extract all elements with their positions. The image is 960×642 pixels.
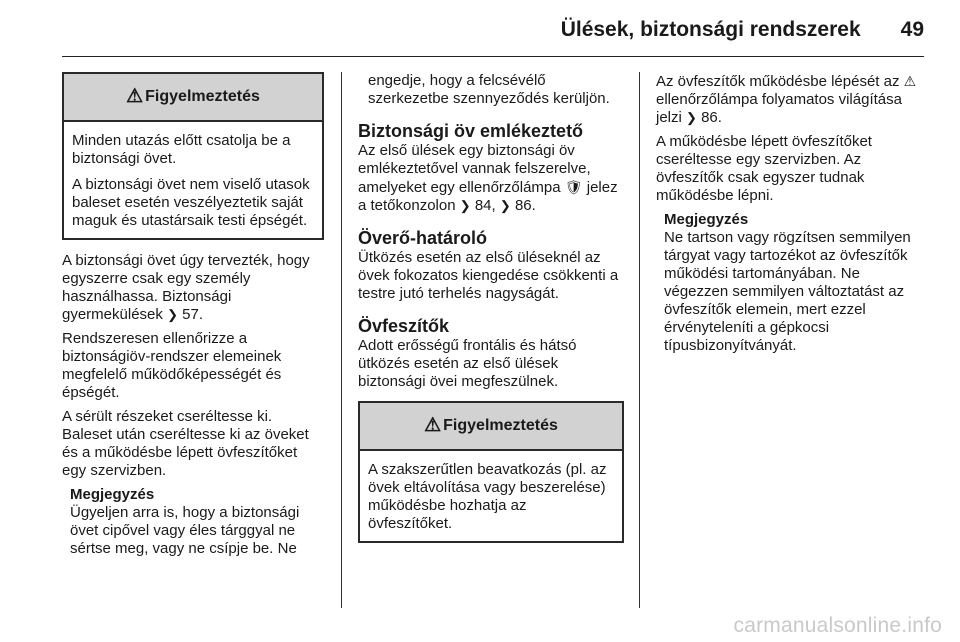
page-title: Ülések, biztonsági rendszerek bbox=[560, 18, 861, 41]
paragraph-pretensioners: Adott erősségű frontális és hátsó ütközés esetén az első ülések biztonsági övei megfeszülnek. bbox=[358, 337, 577, 390]
warning-title: Figyelmeztetés bbox=[145, 88, 260, 105]
paragraph-pretensioner-replacement: A működésbe lépett övfeszítőket cseréltesse egy szervizben. Az övfeszítők csak egyszer tudnak működésbe lépni. bbox=[656, 133, 872, 204]
page-header bbox=[561, 18, 924, 42]
page-reference[interactable]: 86. bbox=[701, 109, 722, 126]
warning-title: Figyelmeztetés bbox=[443, 417, 558, 434]
header-divider bbox=[62, 56, 924, 57]
column-2 bbox=[358, 72, 624, 543]
warning-box bbox=[358, 401, 624, 543]
paragraph-belt-design: A biztonsági övet úgy tervezték, hogy egyszerre csak egy személy használhassa. Biztonsági gyermekülések ❯ 57. bbox=[62, 252, 310, 323]
page-reference-icon: ❯ bbox=[499, 198, 511, 213]
page-reference[interactable]: 84, bbox=[474, 197, 496, 214]
note-text: Ne tartson vagy rögzítsen semmilyen tárgyat vagy tartozékot az övfeszítők működési tartományában. Ne végezzen semmilyen változtatást az övfeszítők elemein, mert ezzel érvényteleníti a gépkocsi típusbizonyítványát. bbox=[664, 229, 911, 354]
warning-triangle-icon: ⚠ bbox=[424, 415, 442, 436]
warning-header bbox=[360, 403, 622, 451]
paragraph-pretensioner-activation: Az övfeszítők működésbe lépését az ⚠ ellenőrzőlámpa folyamatos világítása jelzi ❯ 86. bbox=[656, 73, 917, 126]
warning-text-1: Minden utazás előtt csatolja be a biztonsági övet. bbox=[72, 132, 291, 167]
airbag-warning-icon: ⚠ bbox=[903, 73, 917, 89]
page-reference-icon: ❯ bbox=[459, 198, 471, 213]
note-box bbox=[62, 486, 324, 558]
column-divider-1 bbox=[341, 72, 342, 608]
heading-pretensioners: Övfeszítők bbox=[358, 316, 450, 336]
note-box bbox=[656, 211, 924, 355]
note-continuation: engedje, hogy a felcsévélő szerkezetbe szennyeződés kerüljön. bbox=[368, 72, 610, 107]
watermark: carmanualsonline.info bbox=[733, 614, 942, 637]
warning-header bbox=[64, 74, 322, 122]
page-number: 49 bbox=[900, 18, 924, 41]
page-reference[interactable]: 57. bbox=[182, 306, 203, 323]
seatbelt-warning-icon: 🛡 bbox=[564, 179, 583, 195]
column-1 bbox=[62, 72, 324, 558]
heading-seatbelt-reminder: Biztonsági öv emlékeztető bbox=[358, 121, 584, 141]
note-text: Ügyeljen arra is, hogy a biztonsági övet cipővel vagy éles tárggyal ne sértse meg, vagy ne csípje be. Ne bbox=[70, 504, 300, 557]
warning-body bbox=[64, 122, 322, 238]
heading-force-limiter: Överő-határoló bbox=[358, 228, 488, 248]
paragraph-seatbelt-reminder: Az első ülések egy biztonsági öv emlékeztetővel vannak felszerelve, amelyeket egy ellenőrzőlámpa 🛡 jelez a tetőkonzolon ❯ 84, ❯ 86. bbox=[358, 142, 618, 214]
warning-triangle-icon: ⚠ bbox=[126, 86, 144, 107]
page-reference-icon: ❯ bbox=[686, 110, 697, 125]
warning-body bbox=[360, 451, 622, 541]
warning-text-2: A biztonsági övet nem viselő utasok baleset esetén veszélyeztetik saját maguk és utastársaik testi épségét. bbox=[72, 176, 310, 229]
page-reference-icon: ❯ bbox=[167, 307, 178, 322]
paragraph-force-limiter: Ütközés esetén az első üléseknél az övek fokozatos kiengedése csökkenti a testre jutó terhelés nagyságát. bbox=[358, 249, 619, 302]
warning-text: A szakszerűtlen beavatkozás (pl. az övek eltávolítása vagy beszerelése) működésbe hozhatja az övfeszítőket. bbox=[368, 461, 607, 532]
column-divider-2 bbox=[639, 72, 640, 608]
note-title: Megjegyzés bbox=[70, 486, 155, 503]
paragraph-replacement: A sérült részeket cseréltesse ki. Baleset után cseréltesse ki az öveket és a működésbe lépett övfeszítőket egy szervizben. bbox=[62, 408, 309, 479]
note-title: Megjegyzés bbox=[664, 211, 749, 228]
page-reference[interactable]: 86. bbox=[514, 197, 536, 214]
column-3 bbox=[656, 72, 924, 355]
warning-box bbox=[62, 72, 324, 240]
paragraph-inspection: Rendszeresen ellenőrizze a biztonságiöv-rendszer elemeinek megfelelő működőképességét és épségét. bbox=[62, 330, 282, 401]
